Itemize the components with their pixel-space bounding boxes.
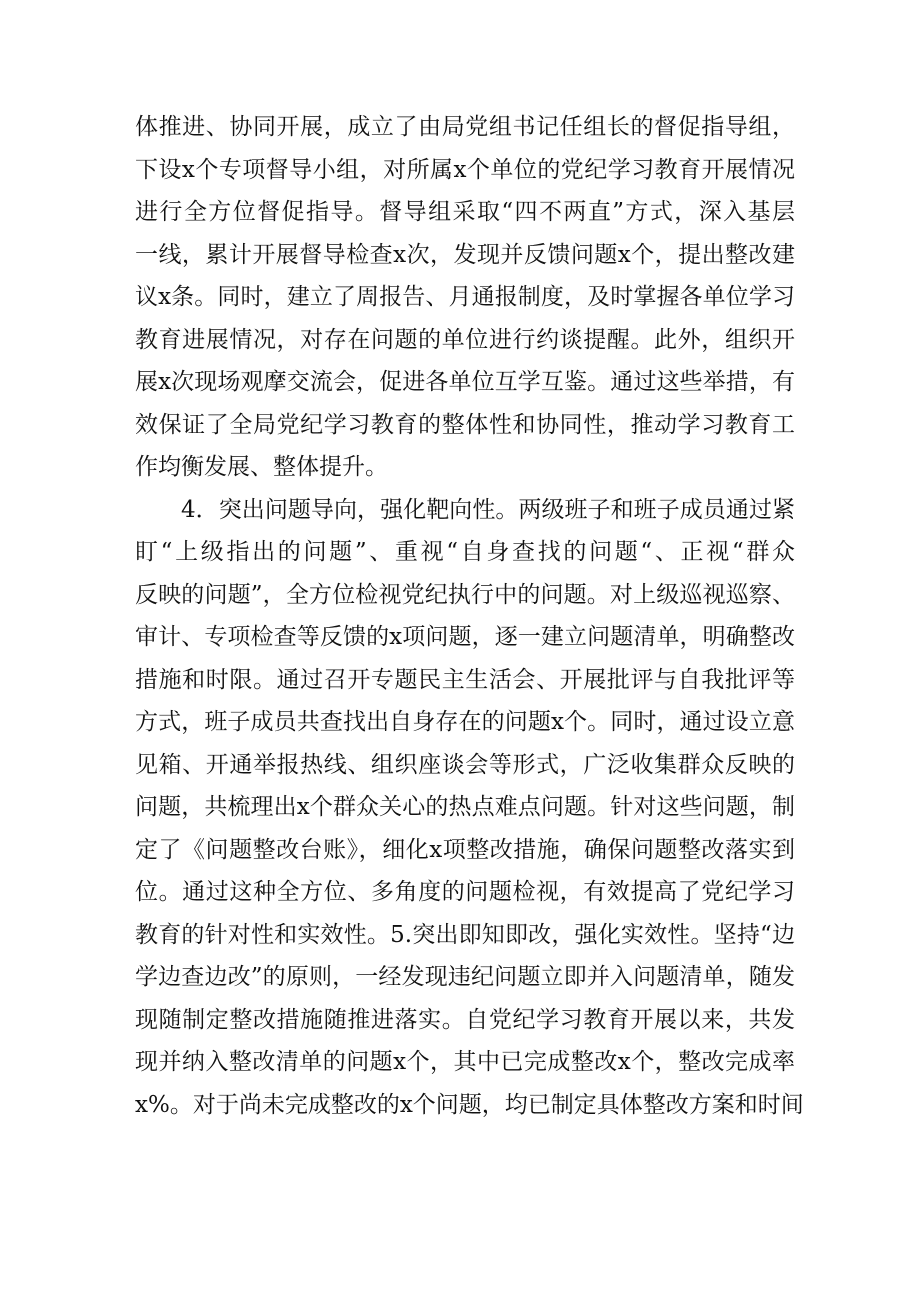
text-line: 位。通过这种全方位、多角度的问题检视，有效提高了党纪学习: [135, 879, 795, 905]
text-line: 定了《问题整改台账》，细化x项整改措施，确保问题整改落实到: [135, 836, 795, 863]
text-line: 审计、专项检查等反馈的x项问题，逐一建立问题清单，明确整改: [135, 624, 795, 650]
text-line: 反映的问题”，全方位检视党纪执行中的问题。对上级巡视巡察、: [135, 581, 795, 608]
text-line: 学边查边改”的原则，一经发现违纪问题立即并入问题清单，随发: [135, 964, 795, 990]
text-line: 一线，累计开展督导检查x次，发现并反馈问题x个，提出整改建: [135, 241, 795, 268]
text-line: 问题，共梳理出x个群众关心的热点难点问题。针对这些问题，制: [135, 794, 795, 820]
text-line: 下设x个专项督导小组，对所属x个单位的党纪学习教育开展情况: [135, 156, 795, 183]
text-line: 议x条。同时，建立了周报告、月通报制度，及时掌握各单位学习: [135, 284, 795, 310]
text-line: 作均衡发展、整体提升。: [135, 454, 388, 480]
text-line: 见箱、开通举报热线、组织座谈会等形式，广泛收集群众反映的: [135, 751, 795, 778]
text-line: 措施和时限。通过召开专题民主生活会、开展批评与自我批评等: [135, 666, 795, 693]
text-line: 现并纳入整改清单的问题x个，其中已完成整改x个，整改完成率: [135, 1049, 795, 1075]
text-line: 方式，班子成员共查找出自身存在的问题x个。同时，通过设立意: [135, 709, 795, 735]
text-line: 展x次现场观摩交流会，促进各单位互学互鉴。通过这些举措，有: [135, 369, 795, 395]
text-line: 教育进展情况，对存在问题的单位进行约谈提醒。此外，组织开: [135, 326, 795, 353]
text-line: 盯“上级指出的问题”、重视“自身查找的问题“、正视“群众: [135, 539, 795, 565]
section-heading-line: 4．突出问题导向，强化靶向性。两级班子和班子成员通过紧: [181, 496, 795, 523]
text-line: 进行全方位督促指导。督导组采取“四不两直”方式，深入基层: [135, 199, 795, 225]
text-line: 体推进、协同开展，成立了由局党组书记任组长的督促指导组，: [135, 114, 795, 140]
text-line: 效保证了全局党纪学习教育的整体性和协同性，推动学习教育工: [135, 411, 795, 438]
text-line: x%。对于尚未完成整改的x个问题，均已制定具体整改方案和时间: [135, 1091, 804, 1118]
text-line: 现随制定整改措施随推进落实。自党纪学习教育开展以来，共发: [135, 1006, 795, 1033]
text-line: 教育的针对性和实效性。5.突出即知即改，强化实效性。坚持“边: [135, 921, 795, 948]
body-text: [135, 106, 804, 1126]
